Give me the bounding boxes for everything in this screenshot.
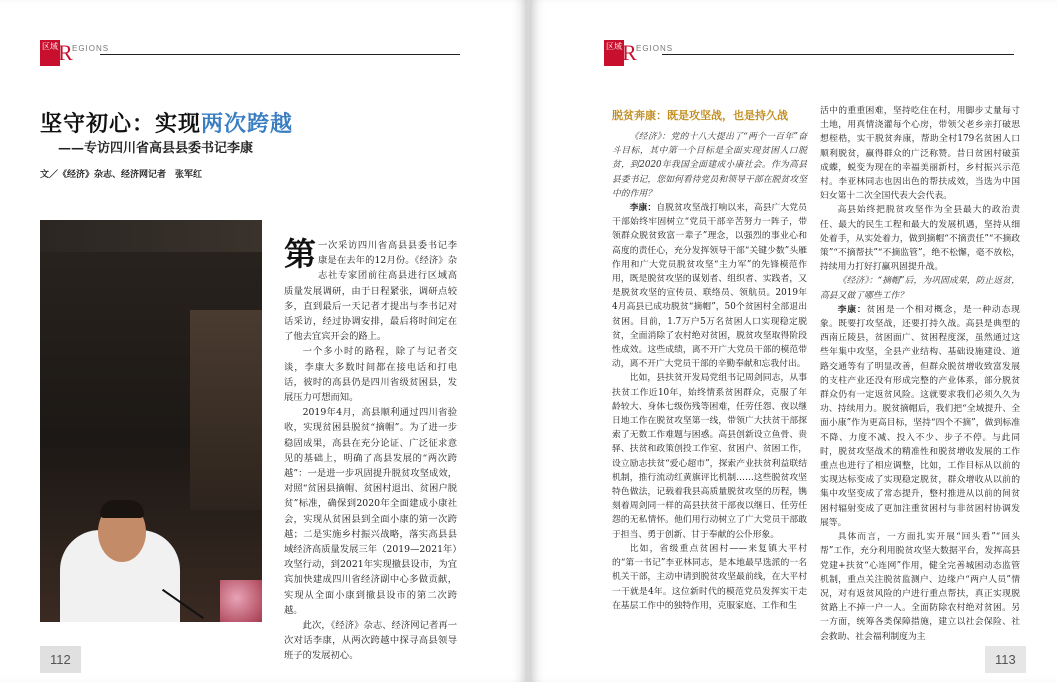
interview-question: 《经济》：党的十八大提出了“两个一百年”奋斗目标，其中第一个目标是全面实现贫困人口脱贫，到2020年我国全面建成小康社会。作为高县县委书记，您如何看待党员和领导干部在脱贫攻坚中的作用？ [612, 132, 807, 199]
interview-answer: 李康：贫困是一个相对概念，是一种动态现象。既要打攻坚战，还要打持久战。高县是典型的西南丘陵县，贫困面广、贫困程度深，虽然通过这些年集中攻坚，全县产业结构、基础设施建设、道路交通等有了明显改善，但群众脱贫增收致富发展的支柱产业还没有形成完整的产业体系，部分脱贫群众仍有一定返贫风险。这就要求我们必须久久为功、持续用力。脱贫摘帽后，我们把“全域提升、全面小康”作为更高目标，坚持“四个不摘”，做到标准不降、力度不减、投入不少、步子不停。与此同时，脱贫攻坚战术的精准性和脱贫增收发展的工作重点也进行了相应调整，比如，工作目标从以前的实现达标变成了实现稳定脱贫，群众增收从以前的集中攻坚变成了常态提升，整村推进从以前的间贫困村辐射变成了更加注重贫困村与非贫困村协调发展等。 [820, 304, 1020, 528]
header-rule [100, 54, 460, 55]
title-highlight: 两次跨越 [201, 112, 294, 137]
paragraph: 活中的重重困难，坚持吃住在村，用脚步丈量每寸土地，用真情浇灌每个心房，带领父老乡亲打破思想桎梏，实干脱贫奔康，帮助全村179名贫困人口顺利脱贫，赢得群众的广泛称赞。昔日贫困村破茧成蝶，蜕变为现在的幸福美丽新村，乡村振兴示范村。李亚林同志也因出色的帮扶成效，当选为中国妇女第十二次全国代表大会代表。 [820, 106, 1020, 202]
article-title [40, 107, 293, 138]
interview-answer: 李康：自脱贫攻坚战打响以来，高县广大党员干部始终牢固树立“党员干部辛苦努力一阵子，带领群众脱贫致富一辈子”理念，以强烈的事业心和高度的责任心，充分发挥领导干部“关键少数”头雁作用和广大党员脱贫攻坚“主力军”的先锋模范作用，既是脱贫攻坚的谋划者、组织者、实践者，又是脱贫攻坚的宣传员、联络员、领航员。2019年4月高县已成功脱贫“摘帽”，50个贫困村全部退出贫困。目前，1.7万户5万名贫困人口实现稳定脱贫，全面消除了农村绝对贫困，脱贫攻坚取得阶段性成效。这些成绩，离不开广大党员干部的模范带动，离不开广大党员干部的辛勤奉献和忘我付出。 [612, 203, 807, 370]
section-logo [40, 40, 60, 66]
page-number: 113 [985, 646, 1026, 673]
right-column-1 [612, 130, 807, 613]
interview-question: 《经济》：“摘帽”后，为巩固成果，防止返贫，高县又做了哪些工作？ [820, 276, 1020, 301]
section-logo-initial: R [622, 40, 637, 65]
right-column-2 [820, 104, 1020, 644]
paragraph: 比如，省级重点贫困村——来复镇大平村的“第一书记”李亚林同志，是本地最早选派的一名机关干部，主动申请到脱贫攻坚最前线，在大平村一干就是4年。这位新时代的模范党员发挥实干走在基层工作中的独特作用，克服家庭、工作和生 [612, 543, 807, 611]
paragraph: 2019年4月，高县顺利通过四川省验收，实现贫困县脱贫“摘帽”。为了进一步稳固成果，高县在充分论证、广泛征求意见的基础上，明确了高县发展的“两次跨越”：一是进一步巩固提升脱贫攻坚成效，对照“贫困县摘帽、贫困村退出、贫困户脱贫”标准，确保到2020年全面建成小康社会，实现从贫困县到全面小康的第一次跨越；二是实施乡村振兴战略，落实高县县域经济高质量发展三年（2019—2021年）攻坚行动，到2021年实现撤县设市，为宜宾加快建成四川省经济副中心多做贡献，实现从全面小康到撤县设市的第二次跨越。 [284, 407, 457, 616]
page-number: 112 [40, 646, 81, 673]
section-label: EGIONS [72, 44, 110, 53]
speaker-photo [40, 220, 262, 622]
byline: 文／《经济》杂志、经济网记者 张军红 [40, 170, 203, 180]
section-logo [604, 40, 624, 66]
paragraph: 比如，县扶贫开发局党组书记周剑同志，从事扶贫工作近10年，始终情系贫困群众，克服了年龄较大、身体七级伤残等困难，任劳任怨、夜以继日地工作在脱贫攻坚第一线，带领广大扶贫干部探索了无数工作难题与困惑。高县创新设立鱼骨、贵驿、扶贫和政策创投工作室、贫困户、贫困工作，设立励志扶贫“爱心超市”，探索产业扶贫利益联结机制，推行流动红黄旗评比机制……这些脱贫攻坚特色做法，记载着我县高质量脱贫攻坚的历程，镌刻着周剑同一样的高县扶贫干部夜以继日、任劳任怨的无私情怀。他们用行动树立了广大党员干部敢于担当、勇于创新、甘于奉献的公仆形象。 [612, 373, 807, 540]
paragraph: 一个多小时的路程，除了与记者交谈，李康大多数时间都在接电话和打电话，彼时的高县仍是四川省级贫困县，发展压力可想而知。 [284, 346, 457, 404]
section-heading: 脱贫奔康：既是攻坚战，也是持久战 [612, 109, 788, 122]
left-page [0, 0, 527, 682]
section-logo-initial: R [58, 40, 73, 65]
paragraph: 此次，《经济》杂志、经济网记者再一次对话李康，从两次跨越中探寻高县领导班子的发展初心。 [284, 620, 457, 662]
section-logo-text: 区域 [42, 42, 58, 51]
article-subtitle: ——专访四川省高县县委书记李康 [58, 141, 254, 156]
paragraph: 第一次采访四川省高县县委书记李康是在去年的12月份。《经济》杂志社专家团前往高县进行区域高质量发展调研，由于日程紧张，调研点较多，直到最后一天记者才提出与李书记对话采访，经过协调安排，最后将时间定在了他去宜宾开会的路上。 [284, 235, 457, 343]
paragraph: 高县始终把脱贫攻坚作为全县最大的政治责任、最大的民生工程和最大的发展机遇，坚持从细处着手，从实处着力，做到摘帽“不摘责任”“不摘政策”“不摘帮扶”“不摘监管”，绝不松懈，毫不放松，持续用力打好打赢巩固提升战。 [820, 205, 1020, 273]
section-label: EGIONS [636, 44, 674, 53]
paragraph: 具体而言，一方面扎实开展“回头看”“回头帮”工作，充分利用脱贫攻坚大数据平台，发挥高县党建+扶贫“心连网”作用，健全完善城困动态监管机制，重点关注脱贫监测户、边缘户“两户人员”情况，对有返贫风险的户进行重点帮扶，真正实现脱贫路上不掉一户一人。全面防除农村绝对贫困。另一方面，统筹各类保障措施，建立以社会保险、社会救助、社会福利制度为主 [820, 532, 1020, 642]
title-main: 坚守初心：实现 [40, 112, 202, 137]
drop-cap: 第 [284, 235, 317, 273]
header-rule [662, 54, 1014, 55]
section-logo-text: 区域 [606, 42, 622, 51]
intro-text [284, 235, 457, 664]
